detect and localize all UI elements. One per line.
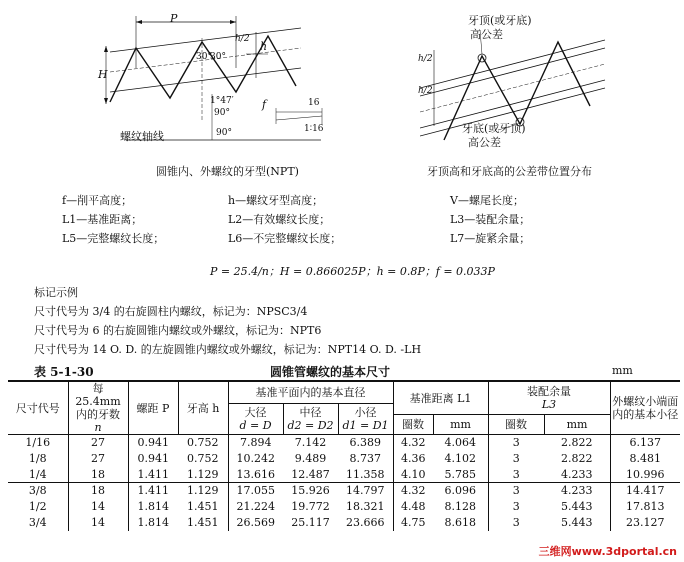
cell: 3 xyxy=(512,452,520,465)
cell: 0.941 xyxy=(137,452,169,465)
cell: 7.142 xyxy=(294,436,327,450)
table-row xyxy=(8,515,680,531)
label-pitch: P xyxy=(170,12,178,25)
cell: 2.822 xyxy=(544,451,610,467)
cell: 6.389 xyxy=(338,435,393,451)
cell: 15.926 xyxy=(291,484,330,498)
label-half-h-b: h/2 xyxy=(418,86,433,96)
cell: 7.894 xyxy=(240,436,272,450)
cell: 4.233 xyxy=(544,467,610,483)
marking-line-1: 尺寸代号为 3/4 的右旋圆柱内螺纹，标记为：NPSC3/4 xyxy=(34,305,308,318)
cell: 8.737 xyxy=(338,451,393,467)
header-minor: 小径 d1 = D1 xyxy=(338,403,393,435)
marking-line-2: 尺寸代号为 6 的右旋圆锥内螺纹或外螺纹，标记为：NPT6 xyxy=(34,324,322,337)
cell: 14.797 xyxy=(338,483,393,499)
header-l3: 装配余量 L3 xyxy=(488,381,610,415)
cell: 21.224 xyxy=(236,500,275,513)
label-half-h: h/2 xyxy=(235,34,250,44)
figure-right-caption: 牙顶高和牙底高的公差带位置分布 xyxy=(427,165,592,178)
cell: 3/8 xyxy=(8,483,68,499)
legend-v: V—螺尾长度； xyxy=(450,194,524,207)
legend-l7: L7—旋紧余量； xyxy=(450,232,531,245)
header-l3-turns: 圈数 xyxy=(488,415,544,435)
table-number: 表 5-1-30 xyxy=(34,365,94,379)
header-small-end: 外螺纹小端面内的基本小径 xyxy=(610,381,680,435)
cell: 1.814 xyxy=(137,516,169,529)
formula: P = 25.4/n；H = 0.866025P；h = 0.8P；f = 0.033P xyxy=(210,265,495,278)
header-height: 牙高 h xyxy=(178,381,228,435)
cell: 1/16 xyxy=(8,435,68,451)
cell: 3 xyxy=(512,500,520,513)
cell: 3 xyxy=(488,467,544,483)
table-unit: mm xyxy=(612,364,633,377)
label-root-tolerance-2: 高公差 xyxy=(468,136,501,149)
cell: 6.096 xyxy=(433,483,488,499)
cell: 23.666 xyxy=(338,515,393,531)
cell: 5.443 xyxy=(544,499,610,515)
label-taper-angle: 1°47′ xyxy=(210,96,234,106)
cell: 13.616 xyxy=(228,467,283,483)
table-row xyxy=(8,499,680,515)
cell: 4.32 xyxy=(401,436,426,450)
cell: 0.752 xyxy=(178,451,228,467)
cell: 5.785 xyxy=(433,467,488,483)
cell: 5.443 xyxy=(544,515,610,531)
cell: 4.233 xyxy=(544,483,610,499)
header-l3-mm: mm xyxy=(544,415,610,435)
legend-l1: L1—基准距离； xyxy=(62,213,143,226)
header-l1: 基准距离 L1 xyxy=(393,381,488,415)
cell: 8.481 xyxy=(629,452,661,465)
cell: 1.814 xyxy=(137,500,169,513)
label-90-b: 90° xyxy=(216,128,232,138)
cell: 6.137 xyxy=(629,436,661,450)
cell: 4.36 xyxy=(401,452,426,465)
cell: 0.941 xyxy=(137,436,169,450)
header-l1-mm: mm xyxy=(433,415,488,435)
cell: 14 xyxy=(68,499,128,515)
cell: 9.489 xyxy=(294,452,327,465)
legend-l3: L3—装配余量； xyxy=(450,213,531,226)
table-row xyxy=(8,467,680,483)
table-row xyxy=(8,451,680,467)
marking-line-3: 尺寸代号为 14 O. D. 的左旋圆锥内螺纹或外螺纹，标记为：NPT14 O. D. -LH xyxy=(34,343,422,356)
cell: 1.129 xyxy=(178,467,228,483)
cell: 10.996 xyxy=(610,467,680,483)
label-taper-16: 16 xyxy=(308,98,320,108)
header-l1-turns: 圈数 xyxy=(393,415,433,435)
table-title: 圆锥管螺纹的基本尺寸 xyxy=(270,365,391,379)
cell: 11.358 xyxy=(338,467,393,483)
cell: 26.569 xyxy=(236,516,275,529)
cell: 4.32 xyxy=(401,484,426,498)
cell: 1/4 xyxy=(8,467,68,483)
marking-title: 标记示例 xyxy=(34,286,78,299)
figure-left-caption: 圆锥内、外螺纹的牙型(NPT) xyxy=(156,165,299,178)
cell: 4.48 xyxy=(401,500,426,513)
label-f: f xyxy=(262,98,267,111)
label-H: H xyxy=(98,68,108,81)
cell: 1/8 xyxy=(8,451,68,467)
cell: 1/2 xyxy=(8,499,68,515)
header-pitch-diameter: 中径 d2 = D2 xyxy=(283,403,338,435)
header-size: 尺寸代号 xyxy=(8,381,68,435)
cell: 17.055 xyxy=(236,484,275,498)
cell: 17.813 xyxy=(626,500,665,513)
header-major: 大径 d = D xyxy=(228,403,283,435)
label-thread-axis: 螺纹轴线 xyxy=(120,130,164,143)
label-h: h xyxy=(260,40,268,53)
cell: 10.242 xyxy=(236,452,275,465)
cell: 4.75 xyxy=(401,516,426,529)
cell: 12.487 xyxy=(283,467,338,483)
legend-h: h—螺纹牙型高度； xyxy=(228,194,324,207)
thread-dimensions-table xyxy=(8,380,680,531)
label-angle-30a: 30° xyxy=(196,52,212,62)
cell: 3/4 xyxy=(8,515,68,531)
cell: 18.321 xyxy=(338,499,393,515)
cell: 8.618 xyxy=(433,515,488,531)
header-gauge-plane: 基准平面内的基本直径 xyxy=(228,381,393,403)
label-crest-tolerance-2: 高公差 xyxy=(470,28,503,41)
label-crest-tolerance-1: 牙顶(或牙底) xyxy=(468,14,532,27)
legend-f: f—削平高度； xyxy=(62,194,133,207)
cell: 8.128 xyxy=(433,499,488,515)
cell: 18 xyxy=(68,467,128,483)
cell: 0.752 xyxy=(178,435,228,451)
cell: 23.127 xyxy=(626,516,665,529)
cell: 3 xyxy=(512,484,520,498)
cell: 1.451 xyxy=(178,499,228,515)
cell: 14.417 xyxy=(626,484,665,498)
cell: 1.451 xyxy=(178,515,228,531)
legend-l2: L2—有效螺纹长度； xyxy=(228,213,331,226)
cell: 3 xyxy=(512,516,520,529)
header-pitch: 螺距 P xyxy=(128,381,178,435)
cell: 2.822 xyxy=(544,435,610,451)
cell: 27 xyxy=(68,435,128,451)
cell: 4.064 xyxy=(433,435,488,451)
cell: 4.10 xyxy=(393,467,433,483)
cell: 1.129 xyxy=(178,483,228,499)
table-row xyxy=(8,435,680,451)
legend-l6: L6—不完整螺纹长度； xyxy=(228,232,342,245)
label-root-tolerance-1: 牙底(或牙顶) xyxy=(462,122,526,135)
cell: 4.102 xyxy=(433,451,488,467)
cell: 3 xyxy=(512,436,520,450)
label-half-h-a: h/2 xyxy=(418,54,433,64)
npt-thread-profile-figure xyxy=(96,8,326,148)
cell: 19.772 xyxy=(291,500,330,513)
legend-l5: L5—完整螺纹长度； xyxy=(62,232,165,245)
cell: 14 xyxy=(68,515,128,531)
cell: 18 xyxy=(68,483,128,499)
watermark: 三维网www.3dportal.cn xyxy=(536,542,680,560)
label-angle-30b: 30° xyxy=(210,52,226,62)
cell: 25.117 xyxy=(291,516,330,529)
cell: 1.411 xyxy=(137,484,169,498)
table-row xyxy=(8,483,680,499)
label-90-a: 90° xyxy=(214,108,230,118)
cell: 1.411 xyxy=(128,467,178,483)
header-tpi: 每 25.4mm 内的牙数 n xyxy=(68,381,128,435)
label-taper-ratio: 1∶16 xyxy=(304,124,324,134)
cell: 27 xyxy=(68,451,128,467)
